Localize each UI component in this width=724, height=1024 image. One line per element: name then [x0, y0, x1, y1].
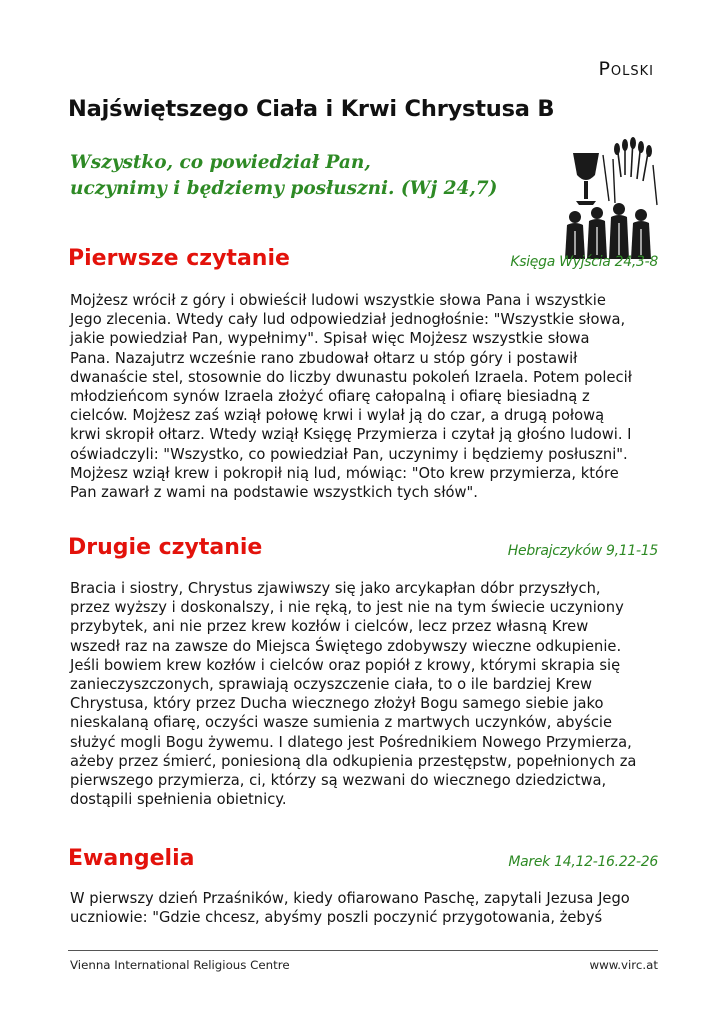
text-line: wszedł raz na zawsze do Miejsca Świętego zdobywszy wieczne odkupienie.: [70, 637, 622, 655]
text-line: Chrystusa, który przez Ducha wiecznego złożył Bogu samego siebie jako: [70, 695, 604, 713]
text-line: Mojżesz wziął krew i pokropił nią lud, mówiąc: "Oto krew przymierza, które: [70, 464, 619, 482]
text-line: Jeśli bowiem krew kozłów i cielców oraz popiół z krowy, którymi skrapia się: [70, 656, 621, 674]
text-line: cielców. Mojżesz zaś wziął połowę krwi i wylał ją do czar, a drugą połową: [70, 407, 605, 425]
section-title: Ewangelia: [68, 846, 195, 871]
language-label: Polski: [598, 58, 654, 80]
section-reference: Marek 14,12-16.22-26: [508, 854, 658, 870]
text-line: Bracia i siostry, Chrystus zjawiwszy się jako arcykapłan dóbr przyszłych,: [70, 580, 601, 597]
text-line: ażeby przez śmierć, poniesioną dla odkupienia przestępstw, popełnionych za: [70, 752, 637, 770]
second-reading-text: [70, 579, 660, 809]
text-line: Jego zlecenia. Wtedy cały lud odpowiedział jednogłośnie: "Wszystkie słowa,: [70, 311, 626, 329]
text-line: przybytek, ani nie przez krew kozłów i cielców, lecz przez własną Krew: [70, 618, 589, 636]
footer-organization: Vienna International Religious Centre: [70, 958, 290, 972]
motto-line: uczynimy i będziemy posłuszni. (Wj 24,7): [70, 178, 498, 199]
section-reference: Hebrajczyków 9,11-15: [507, 543, 658, 559]
footer-divider: [68, 950, 658, 951]
section-title: Drugie czytanie: [68, 535, 263, 560]
text-line: dwanaście stel, stosownie do liczby dwunastu pokoleń Izraela. Potem polecił: [70, 368, 632, 386]
text-line: pierwszego przymierza, ci, którzy są wezwani do wiecznego dziedzictwa,: [70, 772, 607, 790]
section-reference: Księga Wyjścia 24,3-8: [510, 254, 658, 270]
page-title: Najświętszego Ciała i Krwi Chrystusa B: [68, 96, 555, 122]
text-line: nieskalaną ofiarę, oczyści wasze sumienia z martwych uczynków, abyście: [70, 714, 613, 732]
text-line: służyć mogli Bogu żywemu. I dlatego jest Pośrednikiem Nowego Przymierza,: [70, 733, 632, 751]
motto-line: Wszystko, co powiedział Pan,: [70, 152, 371, 173]
first-reading-text: [70, 291, 660, 502]
section-heading-second-reading: [68, 535, 658, 565]
footer-website: www.virc.at: [589, 958, 658, 972]
text-line: uczniowie: "Gdzie chcesz, abyśmy poszli poczynić przygotowania, żebyś: [70, 909, 603, 927]
text-line: młodzieńcom synów Izraela złożyć ofiarę całopalną i ofiarę biesiadną z: [70, 388, 590, 406]
text-line: zanieczyszczonych, sprawiają oczyszczenie ciała, to o ile bardziej Krew: [70, 676, 593, 694]
eucharist-woodcut-illustration: [563, 135, 661, 259]
text-line: Pana. Nazajutrz wcześnie rano zbudował ołtarz u stóp góry i postawił: [70, 349, 578, 367]
gospel-text: [70, 889, 660, 927]
text-line: oświadczyli: "Wszystko, co powiedział Pan, uczynimy i będziemy posłuszni".: [70, 445, 628, 463]
text-line: krwi skropił ołtarz. Wtedy wziął Księgę Przymierza i czytał ją głośno ludowi. I: [70, 426, 632, 444]
text-line: Mojżesz wrócił z góry i obwieścił ludowi wszystkie słowa Pana i wszystkie: [70, 292, 606, 309]
section-heading-first-reading: [68, 246, 658, 276]
text-line: dostąpili spełnienia obietnicy.: [70, 791, 287, 809]
text-line: W pierwszy dzień Przaśników, kiedy ofiarowano Paschę, zapytali Jezusa Jego: [70, 890, 630, 907]
section-heading-gospel: [68, 846, 658, 876]
text-line: jakie powiedział Pan, wypełnimy". Spisał więc Mojżesz wszystkie słowa: [70, 330, 590, 348]
text-line: Pan zawarł z wami na podstawie wszystkich tych słów".: [70, 484, 478, 502]
section-title: Pierwsze czytanie: [68, 246, 290, 271]
text-line: przez wyższy i doskonalszy, i nie ręką, to jest nie na tym świecie uczyniony: [70, 599, 624, 617]
motto: [70, 150, 540, 202]
